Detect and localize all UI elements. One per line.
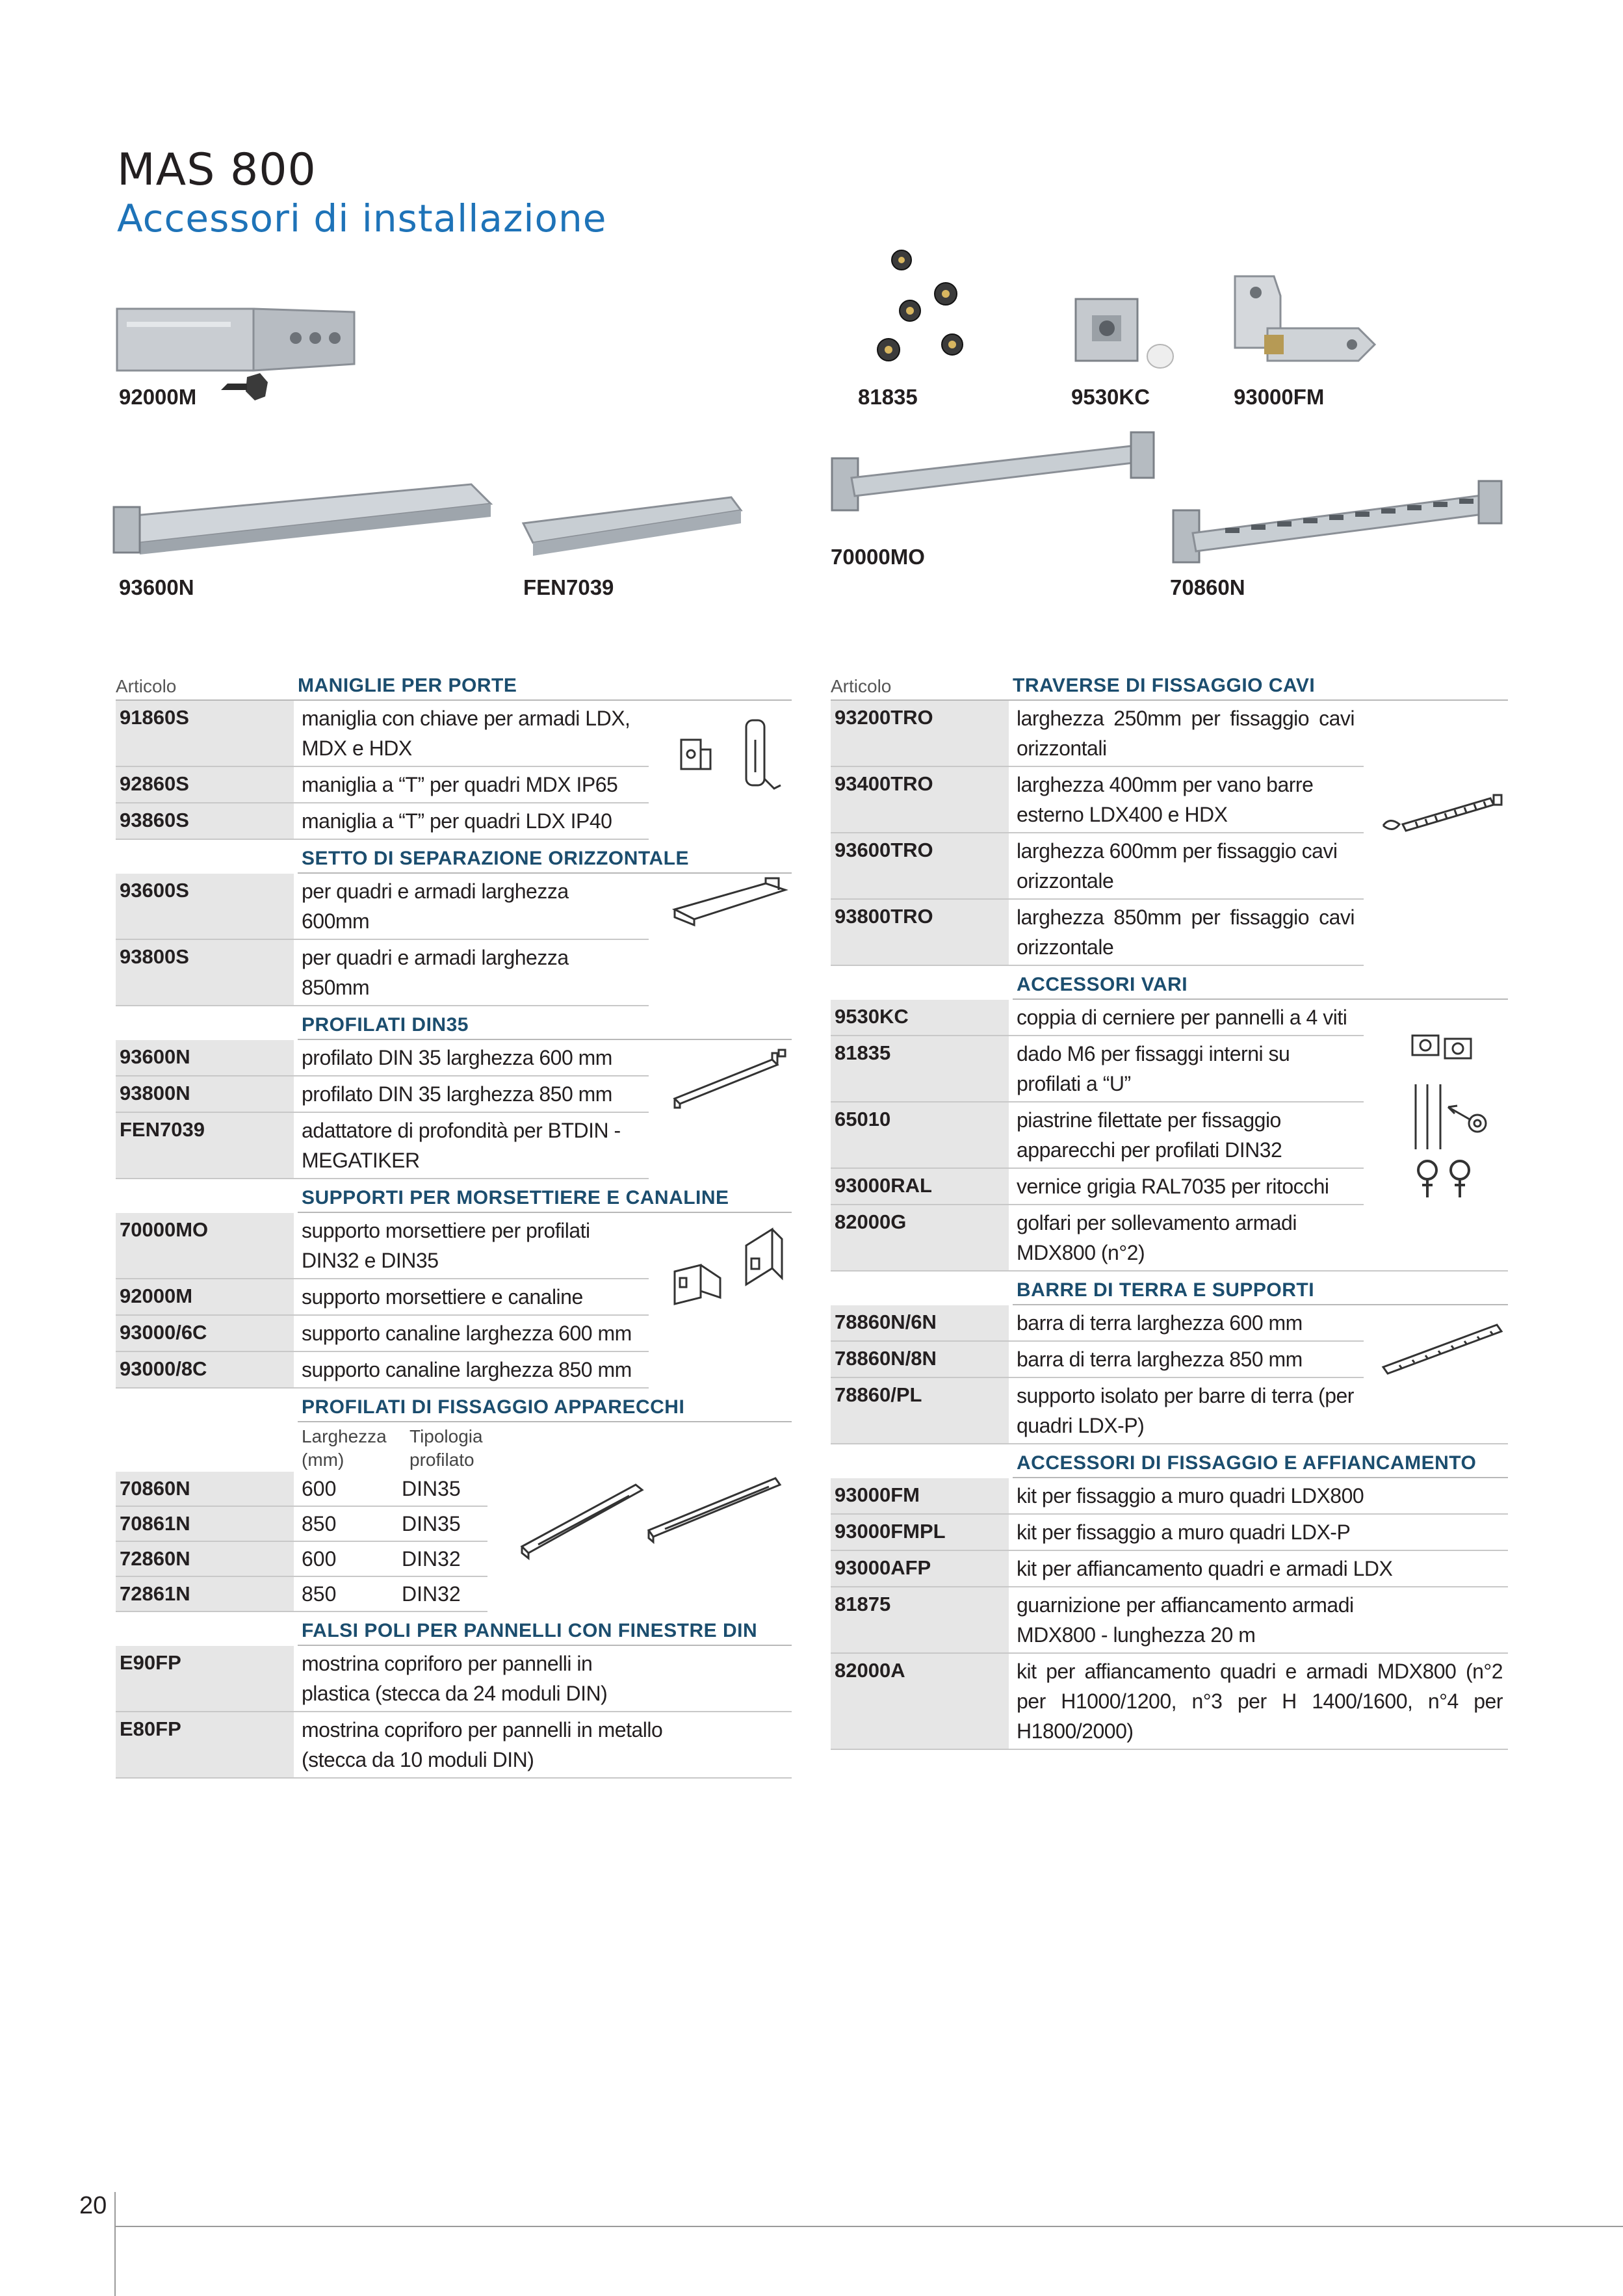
- article-code: 81835: [831, 1036, 1009, 1101]
- article-code: 93600N: [116, 1040, 294, 1075]
- section-barre-terra: [831, 1305, 1508, 1444]
- article-code: 81875: [831, 1587, 1009, 1652]
- article-code: 65010: [831, 1102, 1009, 1168]
- article-desc: vernice grigia RAL7035 per ritocchi: [1017, 1175, 1329, 1198]
- article-code: E80FP: [116, 1712, 294, 1777]
- table-row: [831, 1551, 1508, 1587]
- table-header: [831, 670, 1508, 701]
- article-desc: supporto morsettiere per profilati DIN32 e DIN35: [302, 1219, 590, 1272]
- article-code: 82000G: [831, 1205, 1009, 1270]
- din-rail-drawing: [668, 1047, 792, 1118]
- photo-label-70000mo: 70000MO: [831, 545, 925, 569]
- hinge-nut-drawing: [1409, 1026, 1487, 1065]
- article-desc: barra di terra larghezza 850 mm: [1017, 1348, 1303, 1371]
- article-desc: larghezza 400mm per vano barre esterno LDX400 e HDX: [1017, 773, 1314, 826]
- article-code: 93860S: [116, 803, 294, 839]
- section-title: PROFILATI DIN35: [302, 1014, 469, 1036]
- article-desc: kit per affiancamento quadri e armadi MDX800 (n°2 per H1000/1200, n°3 per H 1400/1600, n°4 per H1800/2000): [1017, 1660, 1503, 1743]
- table-row: [831, 1478, 1508, 1515]
- table-row: [116, 1646, 792, 1712]
- table-row: [116, 1213, 649, 1279]
- article-header: Articolo: [116, 676, 177, 696]
- table-row: [831, 1205, 1508, 1272]
- table-row: [831, 1036, 1364, 1102]
- photo-93000fm: [1222, 263, 1384, 380]
- photo-label-70860n: 70860N: [1170, 575, 1245, 599]
- article-code: 93800N: [116, 1076, 294, 1112]
- section-title: TRAVERSE DI FISSAGGIO CAVI: [1013, 675, 1316, 696]
- page-title: MAS 800: [117, 144, 317, 196]
- article-code: 93600S: [116, 874, 294, 939]
- article-desc: per quadri e armadi larghezza 600mm: [302, 880, 569, 933]
- photo-fen7039: [517, 491, 744, 562]
- photo-label-9530kc: 9530KC: [1071, 385, 1150, 409]
- article-code: 93000/8C: [116, 1352, 294, 1387]
- table-row: [116, 940, 649, 1006]
- article-code: 92860S: [116, 767, 294, 802]
- article-desc: larghezza 250mm per fissaggio cavi orizzontali: [1017, 707, 1355, 760]
- section-title: FALSI POLI PER PANNELLI CON FINESTRE DIN: [302, 1620, 758, 1641]
- table-header: [116, 670, 792, 701]
- section-header: [298, 840, 792, 874]
- article-code: 93000FM: [831, 1478, 1009, 1513]
- article-desc: supporto isolato per barre di terra (per quadri LDX-P): [1017, 1384, 1354, 1437]
- table-row: [831, 1305, 1364, 1342]
- width-value: 600: [302, 1547, 337, 1571]
- article-desc: per quadri e armadi larghezza 850mm: [302, 946, 569, 999]
- article-code: 82000A: [831, 1654, 1009, 1749]
- photo-label-92000m: 92000M: [119, 385, 197, 409]
- profile-rails-drawing: [519, 1472, 785, 1569]
- article-code: 70860N: [116, 1472, 294, 1506]
- section-setto: [116, 874, 792, 1006]
- article-desc: maniglia a “T” per quadri LDX IP40: [302, 809, 612, 833]
- article-desc: coppia di cerniere per pannelli a 4 viti: [1017, 1006, 1347, 1029]
- article-code: 72861N: [116, 1577, 294, 1611]
- article-desc: kit per fissaggio a muro quadri LDX800: [1017, 1484, 1364, 1507]
- table-row: [831, 1169, 1364, 1205]
- article-code: 93200TRO: [831, 701, 1009, 766]
- section-header: [1013, 1444, 1508, 1478]
- article-code: 78860N/8N: [831, 1342, 1009, 1377]
- table-row: [831, 1654, 1508, 1750]
- table-row: [831, 701, 1364, 767]
- article-desc: kit per fissaggio a muro quadri LDX-P: [1017, 1520, 1351, 1544]
- article-desc: profilato DIN 35 larghezza 600 mm: [302, 1046, 612, 1069]
- table-row: [831, 833, 1364, 900]
- table-row: [116, 1076, 649, 1113]
- width-value: 850: [302, 1512, 337, 1535]
- width-value: 850: [302, 1582, 337, 1606]
- section-title: PROFILATI DI FISSAGGIO APPARECCHI: [302, 1396, 685, 1418]
- article-desc: mostrina copriforo per pannelli in plastica (stecca da 24 moduli DIN): [302, 1652, 608, 1705]
- article-desc: guarnizione per affiancamento armadi MDX800 - lunghezza 20 m: [1017, 1593, 1354, 1647]
- section-title: SETTO DI SEPARAZIONE ORIZZONTALE: [302, 848, 690, 869]
- section-title: ACCESSORI VARI: [1017, 974, 1188, 995]
- article-code: 9530KC: [831, 1000, 1009, 1035]
- article-header: Articolo: [831, 676, 892, 696]
- right-table: [831, 670, 1508, 1750]
- article-code: 93000/6C: [116, 1316, 294, 1351]
- article-desc: kit per affiancamento quadri e armadi LDX: [1017, 1557, 1393, 1580]
- article-code: 72860N: [116, 1542, 294, 1576]
- article-code: 91860S: [116, 701, 294, 766]
- table-row: [116, 1542, 487, 1577]
- page-number: 20: [79, 2192, 107, 2219]
- table-row: [831, 1515, 1508, 1551]
- section-header: [298, 1179, 792, 1213]
- article-code: 93000FMPL: [831, 1515, 1009, 1550]
- article-desc: larghezza 600mm per fissaggio cavi orizzontale: [1017, 839, 1338, 893]
- photo-70000mo: [825, 426, 1163, 536]
- threaded-plate-drawing: [1409, 1081, 1494, 1153]
- table-row: [831, 1102, 1364, 1169]
- article-code: 92000M: [116, 1279, 294, 1314]
- photo-93600n: [107, 478, 497, 562]
- left-table: [116, 670, 792, 1779]
- photo-label-93600n: 93600N: [119, 575, 194, 599]
- section-maniglie: [116, 701, 792, 840]
- section-header: [298, 1389, 792, 1422]
- article-desc: barra di terra larghezza 600 mm: [1017, 1311, 1303, 1335]
- photo-92000m: [114, 299, 361, 429]
- section-title: SUPPORTI PER MORSETTIERE E CANALINE: [302, 1187, 729, 1208]
- section-header: [1013, 966, 1508, 1000]
- table-row: [831, 1587, 1508, 1654]
- article-code: 93000AFP: [831, 1551, 1009, 1586]
- type-header: Tipologia profilato: [409, 1426, 483, 1470]
- table-row: [116, 1113, 649, 1179]
- photo-label-81835: 81835: [858, 385, 918, 409]
- separator-drawing: [668, 874, 792, 932]
- type-value: DIN35: [402, 1477, 461, 1500]
- article-code: 78860/PL: [831, 1378, 1009, 1443]
- article-desc: supporto canaline larghezza 850 mm: [302, 1358, 632, 1381]
- type-value: DIN35: [402, 1512, 461, 1535]
- photo-9530kc: [1063, 286, 1193, 377]
- photo-label-fen7039: FEN7039: [523, 575, 614, 599]
- section-title: MANIGLIE PER PORTE: [298, 675, 517, 696]
- photo-70860n: [1167, 468, 1511, 572]
- table-row: [116, 701, 649, 767]
- article-desc: maniglia a “T” per quadri MDX IP65: [302, 773, 618, 796]
- article-desc: profilato DIN 35 larghezza 850 mm: [302, 1082, 612, 1106]
- section-fissaggio: [831, 1478, 1508, 1750]
- section-profilati: [116, 1472, 792, 1612]
- table-row: [831, 900, 1364, 966]
- column-subheaders: [298, 1422, 792, 1472]
- section-falsi-poli: [116, 1646, 792, 1779]
- article-code: 93400TRO: [831, 767, 1009, 832]
- section-title: BARRE DI TERRA E SUPPORTI: [1017, 1279, 1315, 1301]
- article-desc: supporto canaline larghezza 600 mm: [302, 1322, 632, 1345]
- table-row: [116, 1316, 649, 1352]
- type-value: DIN32: [402, 1547, 461, 1571]
- table-row: [116, 1472, 487, 1507]
- article-code: 93800S: [116, 940, 294, 1005]
- eyebolt-drawing: [1409, 1156, 1481, 1201]
- table-row: [116, 1507, 487, 1542]
- section-din35: [116, 1040, 792, 1179]
- article-desc: maniglia con chiave per armadi LDX, MDX e HDX: [302, 707, 630, 760]
- photo-81835: [848, 241, 991, 384]
- article-code: 70000MO: [116, 1213, 294, 1278]
- table-row: [831, 1378, 1508, 1444]
- table-row: [116, 803, 649, 840]
- article-code: 93600TRO: [831, 833, 1009, 898]
- table-row: [116, 1577, 487, 1612]
- article-code: 70861N: [116, 1507, 294, 1541]
- section-header: [298, 1006, 792, 1040]
- article-desc: adattatore di profondità per BTDIN - MEGATIKER: [302, 1119, 621, 1172]
- article-code: E90FP: [116, 1646, 294, 1711]
- support-drawing: [668, 1226, 792, 1324]
- article-code: 93800TRO: [831, 900, 1009, 965]
- table-row: [831, 1000, 1364, 1036]
- footer-divider-vertical: [114, 2192, 116, 2296]
- article-code: FEN7039: [116, 1113, 294, 1178]
- table-row: [116, 1352, 649, 1389]
- handle-drawing: [675, 714, 785, 798]
- article-desc: dado M6 per fissaggi interni su profilati a “U”: [1017, 1042, 1290, 1095]
- article-desc: supporto morsettiere e canaline: [302, 1285, 583, 1309]
- section-title: ACCESSORI DI FISSAGGIO E AFFIANCAMENTO: [1017, 1452, 1477, 1474]
- table-row: [831, 1342, 1364, 1378]
- table-row: [116, 1279, 649, 1316]
- width-value: 600: [302, 1477, 337, 1500]
- article-desc: piastrine filettate per fissaggio apparecchi per profilati DIN32: [1017, 1108, 1282, 1162]
- table-row: [116, 874, 649, 940]
- table-row: [116, 1712, 792, 1779]
- article-code: 93000RAL: [831, 1169, 1009, 1204]
- section-header: [1013, 1272, 1508, 1305]
- photo-label-93000fm: 93000FM: [1234, 385, 1325, 409]
- table-row: [116, 1040, 649, 1076]
- article-desc: golfari per sollevamento armadi MDX800 (n°2): [1017, 1211, 1297, 1264]
- section-traverse: [831, 701, 1508, 966]
- table-row: [831, 767, 1364, 833]
- article-code: 78860N/6N: [831, 1305, 1009, 1340]
- type-value: DIN32: [402, 1582, 461, 1606]
- footer-divider: [116, 2226, 1623, 2227]
- page-subtitle: Accessori di installazione: [117, 196, 607, 241]
- width-header: Larghezza (mm): [302, 1426, 387, 1470]
- section-supporti: [116, 1213, 792, 1389]
- cable-traverse-drawing: [1377, 785, 1507, 844]
- table-row: [116, 767, 649, 803]
- article-desc: mostrina copriforo per pannelli in metallo (stecca da 10 moduli DIN): [302, 1718, 663, 1771]
- section-header: [298, 1612, 792, 1646]
- section-accessori-vari: [831, 1000, 1508, 1272]
- earth-bar-drawing: [1377, 1318, 1507, 1383]
- article-desc: larghezza 850mm per fissaggio cavi orizzontale: [1017, 906, 1355, 959]
